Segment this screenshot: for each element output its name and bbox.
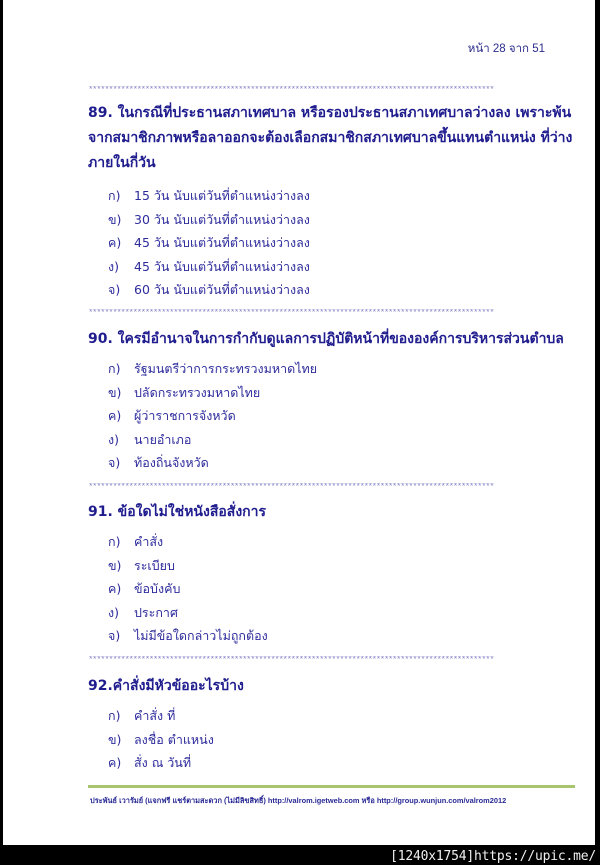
option-letter: ค) — [108, 755, 122, 770]
asterisk-divider: **************************************************************************************************** — [89, 656, 495, 662]
option-text: นายอำเภอ — [134, 431, 192, 447]
question-89-options — [108, 184, 310, 302]
option-text: ประกาศ — [134, 604, 178, 620]
option-item — [108, 381, 317, 405]
option-item — [108, 601, 268, 625]
option-letter: ก) — [108, 534, 121, 549]
option-text: คำสั่ง — [134, 534, 164, 549]
option-letter: ข) — [108, 211, 122, 227]
asterisk-divider: **************************************************************************************************** — [89, 309, 495, 315]
question-90-options — [108, 357, 317, 475]
option-text: ผู้ว่าราชการจังหวัด — [134, 408, 236, 423]
option-item — [108, 184, 310, 208]
option-letter: ง) — [108, 431, 119, 447]
option-item — [108, 208, 310, 232]
option-item — [108, 577, 268, 601]
option-text: 45 วัน นับแต่วันที่ตำแหน่งว่างลง — [134, 235, 310, 250]
option-letter: ก) — [108, 188, 121, 203]
option-item — [108, 624, 268, 648]
option-letter: ข) — [108, 731, 122, 747]
option-letter: ข) — [108, 384, 122, 400]
option-text: ปลัดกระทรวงมหาดไทย — [134, 384, 261, 400]
option-text: รัฐมนตรีว่าการกระทรวงมหาดไทย — [134, 361, 318, 376]
option-text: 30 วัน นับแต่วันที่ตำแหน่งว่างลง — [134, 211, 310, 227]
option-letter: ง) — [108, 604, 119, 620]
footer-credit: ประพันธ์ เวารัมย์ (แจกฟรี แชร์ตามสะดวก (ไม่มีลิขสิทธิ์) http://valrom.igetweb.com หรือ http://group.wunjun.com/valrom2012 — [90, 796, 507, 805]
option-item — [108, 704, 214, 728]
option-letter: ค) — [108, 408, 122, 423]
option-letter: ข) — [108, 557, 122, 573]
option-item — [108, 255, 310, 279]
option-item — [108, 728, 214, 752]
page-indicator: หน้า 28 จาก 51 — [467, 43, 545, 55]
option-text: ลงชื่อ ตำแหน่ง — [134, 731, 214, 747]
option-text: 15 วัน นับแต่วันที่ตำแหน่งว่างลง — [134, 188, 310, 203]
option-text: ไม่มีข้อใดกล่าวไม่ถูกต้อง — [134, 628, 268, 643]
option-letter: ค) — [108, 235, 122, 250]
option-letter: ก) — [108, 708, 121, 723]
option-letter: จ) — [108, 455, 121, 470]
option-letter: ค) — [108, 581, 122, 596]
option-text: ท้องถิ่นจังหวัด — [134, 455, 209, 470]
option-text: 60 วัน นับแต่วันที่ตำแหน่งว่างลง — [134, 282, 310, 297]
asterisk-divider: **************************************************************************************************** — [89, 483, 495, 489]
question-90: 90. ใครมีอำนาจในการกำกับดูแลการปฏิบัติหน้าที่ขององค์การบริหารส่วนตำบล — [88, 331, 564, 347]
option-item — [108, 451, 317, 475]
watermark-label: [1240x1754]https://upic.me/ — [390, 849, 596, 864]
option-text: ระเบียบ — [134, 557, 175, 573]
option-item — [108, 404, 317, 428]
option-item — [108, 278, 310, 302]
option-text: ข้อบังคับ — [134, 581, 181, 596]
footer-rule — [88, 785, 575, 788]
question-89: 89. ในกรณีที่ประธานสภาเทศบาล หรือรองประธานสภาเทศบาลว่างลง เพราะพ้นจากสมาชิกภาพหรือลาออกจะต้องเลือกสมาชิกสภาเทศบาลขึ้นแทนตำแหน่ง ที่ว่างภายในกี่วัน — [88, 105, 573, 171]
option-text: สั่ง ณ วันที่ — [134, 755, 192, 770]
option-item — [108, 357, 317, 381]
option-item — [108, 554, 268, 578]
option-item — [108, 751, 214, 775]
document-page — [3, 0, 595, 845]
question-92: 92.คำสั่งมีหัวข้ออะไรบ้าง — [88, 678, 244, 694]
option-item — [108, 530, 268, 554]
option-letter: จ) — [108, 628, 121, 643]
asterisk-divider: **************************************************************************************************** — [89, 86, 495, 92]
option-text: 45 วัน นับแต่วันที่ตำแหน่งว่างลง — [134, 258, 310, 274]
option-letter: จ) — [108, 282, 121, 297]
option-item — [108, 428, 317, 452]
option-text: คำสั่ง ที่ — [134, 708, 176, 723]
option-letter: ก) — [108, 361, 121, 376]
question-91-options — [108, 530, 268, 648]
question-92-options — [108, 704, 214, 775]
option-item — [108, 231, 310, 255]
question-91: 91. ข้อใดไม่ใช่หนังสือสั่งการ — [88, 504, 267, 520]
option-letter: ง) — [108, 258, 119, 274]
